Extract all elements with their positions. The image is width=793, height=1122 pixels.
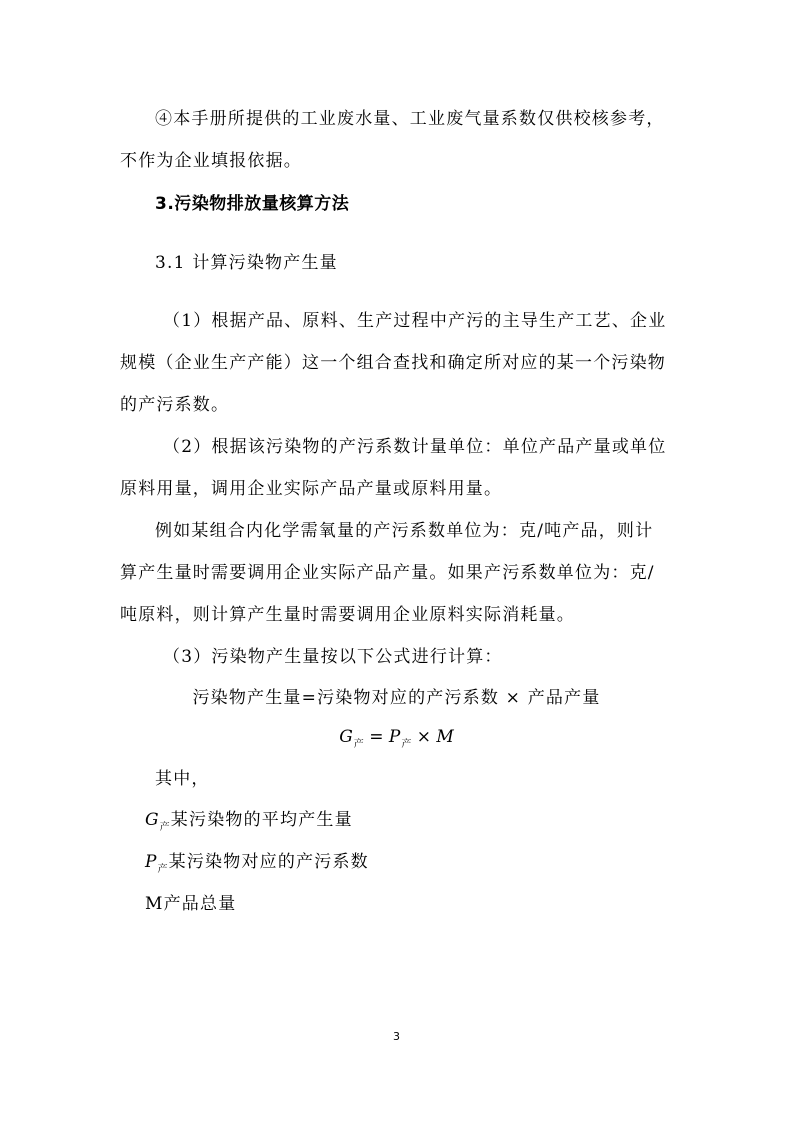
line-p5-1: （3）污染物产生量按以下公式进行计算：: [163, 647, 503, 667]
def-p-symbol: P: [145, 852, 157, 872]
formula-p-sub: 产: [401, 739, 412, 750]
formula-g-sub: 产: [353, 739, 364, 750]
def-g-symbol: G: [145, 810, 159, 830]
line-p2-2: 规模（企业生产产能）这一个组合查找和确定所对应的某一个污染物: [120, 353, 666, 373]
page-number: 3: [393, 1030, 400, 1043]
line-p2-1: （1）根据产品、原料、生产过程中产污的主导生产工艺、企业: [163, 311, 667, 331]
line-p4-1: 例如某组合内化学需氧量的产污系数单位为：克/吨产品，则计: [155, 521, 654, 541]
formula-p: P: [388, 727, 401, 747]
line-p4-3: 吨原料，则计算产生量时需要调用企业原料实际消耗量。: [120, 605, 575, 625]
line-p2-3: 的产污系数。: [120, 395, 230, 415]
definition-m: M产品总量: [145, 894, 237, 914]
line-p3-1: （2）根据该污染物的产污系数计量单位：单位产品产量或单位: [163, 437, 667, 457]
formula: [0, 726, 793, 751]
section-heading-3-1: 3.1 计算污染物产生量: [155, 253, 338, 273]
definition-p: [145, 851, 705, 876]
where-label: 其中，: [155, 769, 210, 789]
def-p-text: 某污染物对应的产污系数: [168, 852, 369, 872]
line-p1-1: ④本手册所提供的工业废水量、工业废气量系数仅供校核参考，: [155, 109, 665, 129]
line-p4-2: 算产生量时需要调用企业实际产品产量。如果产污系数单位为：克/: [120, 563, 655, 583]
formula-g: G: [339, 727, 353, 747]
def-g-sub: 产: [159, 822, 171, 833]
section-heading-3: 3.污染物排放量核算方法: [155, 194, 350, 214]
line-p3-2: 原料用量，调用企业实际产品产量或原料用量。: [120, 479, 503, 499]
def-p-sub: 产: [157, 864, 169, 875]
formula-eq: =: [363, 727, 389, 747]
def-g-text: 某污染物的平均产生量: [170, 810, 353, 830]
definition-g: [145, 809, 705, 834]
formula-text: 污染物产生量=污染物对应的产污系数 × 产品产量: [192, 688, 601, 708]
formula-times-m: × M: [411, 727, 454, 747]
line-p1-2: 不作为企业填报依据。: [120, 151, 302, 171]
